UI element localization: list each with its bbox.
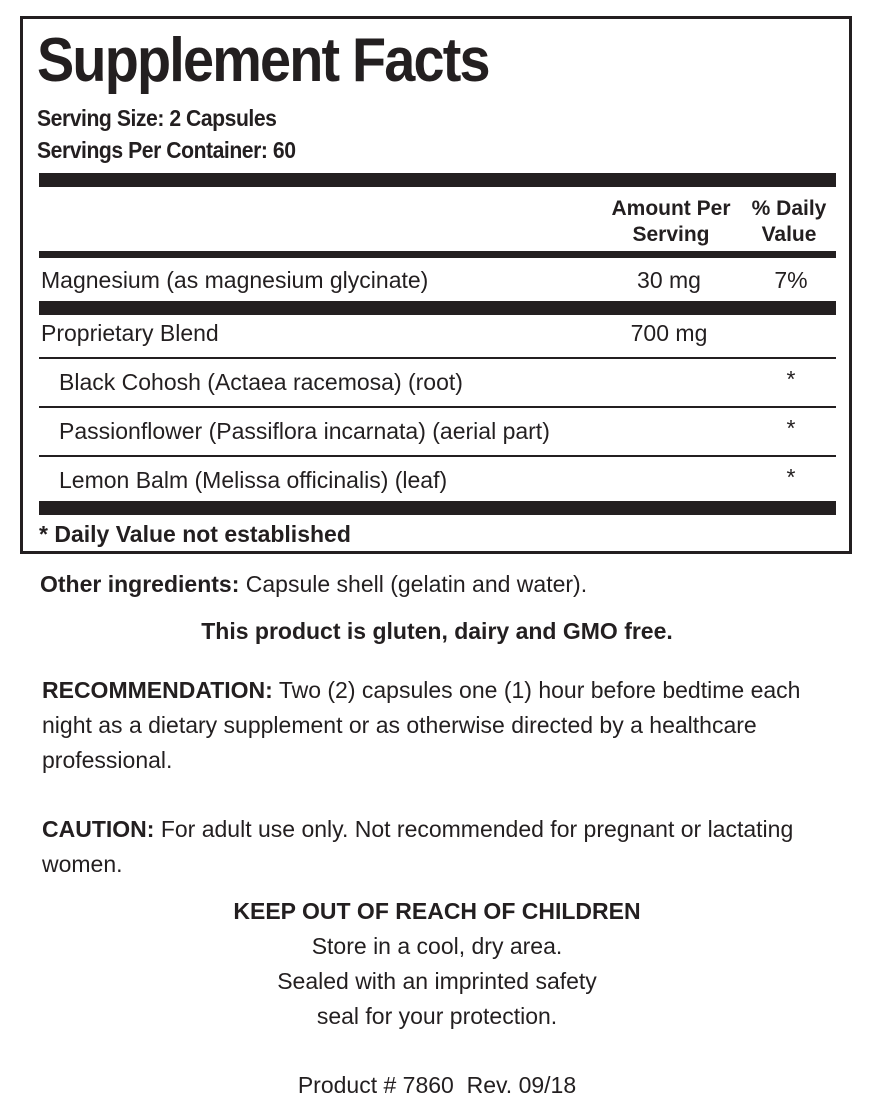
recommendation-label: RECOMMENDATION: [42, 677, 273, 703]
storage-line: Store in a cool, dry area. [311, 933, 563, 959]
row-name: Proprietary Blend [41, 320, 219, 346]
other-ingredients [40, 567, 587, 602]
header-daily-value [749, 196, 829, 248]
row-name: Magnesium (as magnesium glycinate) [41, 267, 429, 293]
header-amount-line2: Serving [632, 223, 710, 246]
header-amount-line1: Amount Per [611, 197, 731, 220]
header-dv-line2: Value [761, 223, 817, 246]
row-amount: 30 mg [637, 267, 701, 293]
product-number: Product # 7860 Rev. 09/18 [297, 1072, 577, 1098]
row-name: Passionflower (Passiflora incarnata) (aerial part) [59, 418, 550, 444]
recommendation [42, 673, 842, 778]
caution-label: CAUTION: [42, 816, 155, 842]
thin-divider [39, 406, 836, 408]
caution [42, 812, 842, 882]
keep-out-warning: KEEP OUT OF REACH OF CHILDREN [233, 898, 641, 924]
storage-line: seal for your protection. [316, 1003, 558, 1029]
serving-size: Serving Size: 2 Capsules [37, 105, 277, 131]
thin-divider [39, 357, 836, 359]
daily-value-footnote: * Daily Value not established [39, 521, 351, 547]
free-statement: This product is gluten, dairy and GMO free. [201, 618, 673, 644]
row-daily-value: * [786, 415, 796, 441]
header-amount-per-serving [609, 196, 733, 248]
recommendation-text: Two (2) capsules one (1) hour before bedtime each night as a dietary supplement or as otherwise directed by a healthcare professional. [42, 677, 801, 773]
row-daily-value: 7% [774, 267, 808, 293]
thick-divider-top [39, 173, 836, 187]
servings-per-container: Servings Per Container: 60 [37, 137, 296, 163]
medium-divider [39, 251, 836, 258]
panel-title: Supplement Facts [37, 26, 489, 95]
caution-text: For adult use only. Not recommended for pregnant or lactating women. [42, 816, 794, 877]
thick-divider-bottom [39, 501, 836, 515]
other-ingredients-text: Capsule shell (gelatin and water). [239, 571, 588, 597]
row-name: Lemon Balm (Melissa officinalis) (leaf) [59, 467, 448, 493]
row-amount: 700 mg [630, 320, 708, 346]
supplement-facts-panel [20, 16, 852, 554]
header-dv-line1: % Daily [751, 197, 827, 220]
thick-divider-middle [39, 301, 836, 315]
row-name: Black Cohosh (Actaea racemosa) (root) [59, 369, 463, 395]
storage-line: Sealed with an imprinted safety [277, 968, 597, 994]
row-daily-value: * [786, 366, 796, 392]
thin-divider [39, 455, 836, 457]
row-daily-value: * [786, 464, 796, 490]
other-ingredients-label: Other ingredients: [40, 571, 240, 597]
